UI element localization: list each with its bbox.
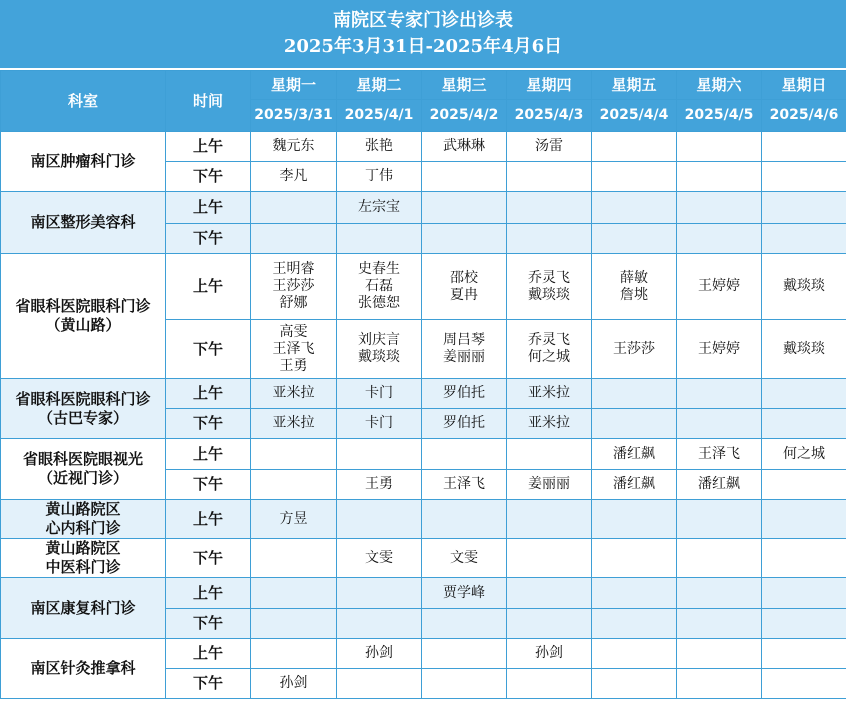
session-time: 下午 [166, 470, 251, 500]
doctor-cell [762, 470, 846, 500]
table-row [1, 500, 846, 539]
doctor-cell [592, 409, 677, 439]
doctor-cell: 高雯 王泽飞 王勇 [251, 320, 337, 379]
doctor-cell [422, 192, 507, 224]
doctor-cell [592, 192, 677, 224]
doctor-cell [422, 500, 507, 539]
doctor-cell: 亚米拉 [251, 409, 337, 439]
doctor-cell: 周吕琴 姜丽丽 [422, 320, 507, 379]
doctor-cell [251, 639, 337, 669]
doctor-cell [592, 539, 677, 578]
doctor-cell [251, 224, 337, 254]
doctor-cell: 亚米拉 [251, 379, 337, 409]
doctor-cell [422, 224, 507, 254]
table-row [1, 578, 846, 609]
header-day: 星期二 [337, 71, 422, 100]
doctor-cell [677, 409, 762, 439]
doctor-cell [337, 500, 422, 539]
doctor-cell [251, 439, 337, 470]
doctor-cell: 乔灵飞 何之城 [507, 320, 592, 379]
doctor-cell: 亚米拉 [507, 409, 592, 439]
header-date: 2025/4/4 [592, 100, 677, 132]
doctor-cell: 戴琰琰 [762, 320, 846, 379]
doctor-cell: 魏元东 [251, 132, 337, 162]
session-time: 下午 [166, 409, 251, 439]
header-time: 时间 [166, 71, 251, 132]
doctor-cell: 史春生 石磊 张德恕 [337, 254, 422, 320]
doctor-cell [762, 539, 846, 578]
department-name: 南区肿瘤科门诊 [1, 132, 166, 192]
doctor-cell [507, 192, 592, 224]
doctor-cell [507, 539, 592, 578]
doctor-cell: 薛敏 詹垗 [592, 254, 677, 320]
doctor-cell [762, 639, 846, 669]
doctor-cell: 孙剑 [507, 639, 592, 669]
doctor-cell: 王莎莎 [592, 320, 677, 379]
doctor-cell: 罗伯托 [422, 379, 507, 409]
doctor-cell [337, 578, 422, 609]
doctor-cell [507, 578, 592, 609]
department-name: 省眼科医院眼视光 （近视门诊） [1, 439, 166, 500]
doctor-cell [762, 379, 846, 409]
header-day: 星期六 [677, 71, 762, 100]
header-date: 2025/4/5 [677, 100, 762, 132]
department-name: 黄山路院区 中医科门诊 [1, 539, 166, 578]
doctor-cell: 何之城 [762, 439, 846, 470]
doctor-cell [762, 192, 846, 224]
doctor-cell [251, 192, 337, 224]
doctor-cell [677, 639, 762, 669]
doctor-cell [507, 669, 592, 699]
doctor-cell [677, 669, 762, 699]
doctor-cell [592, 609, 677, 639]
doctor-cell [592, 500, 677, 539]
department-name: 省眼科医院眼科门诊 （黄山路） [1, 254, 166, 379]
session-time: 上午 [166, 132, 251, 162]
schedule-table [0, 70, 846, 699]
doctor-cell [677, 500, 762, 539]
doctor-cell [337, 609, 422, 639]
doctor-cell: 王泽飞 [422, 470, 507, 500]
doctor-cell: 邵校 夏冉 [422, 254, 507, 320]
doctor-cell [337, 224, 422, 254]
doctor-cell: 刘庆言 戴琰琰 [337, 320, 422, 379]
header-dept: 科室 [1, 71, 166, 132]
header-date: 2025/4/3 [507, 100, 592, 132]
doctor-cell [592, 639, 677, 669]
doctor-cell: 方昱 [251, 500, 337, 539]
doctor-cell: 孙剑 [251, 669, 337, 699]
header-day: 星期一 [251, 71, 337, 100]
doctor-cell: 文雯 [422, 539, 507, 578]
doctor-cell [592, 132, 677, 162]
doctor-cell: 卡门 [337, 409, 422, 439]
table-row [1, 439, 846, 470]
department-name: 南区康复科门诊 [1, 578, 166, 639]
doctor-cell [677, 609, 762, 639]
department-name: 南区针灸推拿科 [1, 639, 166, 699]
doctor-cell [762, 132, 846, 162]
doctor-cell: 潘红飙 [677, 470, 762, 500]
session-time: 下午 [166, 609, 251, 639]
doctor-cell: 王明睿 王莎莎 舒娜 [251, 254, 337, 320]
doctor-cell [677, 539, 762, 578]
schedule-date-range: 2025年3月31日-2025年4月6日 [283, 36, 563, 57]
table-row [1, 379, 846, 409]
table-title [0, 0, 846, 70]
doctor-cell [422, 609, 507, 639]
doctor-cell [762, 578, 846, 609]
session-time: 上午 [166, 379, 251, 409]
doctor-cell: 李凡 [251, 162, 337, 192]
doctor-cell: 贾学峰 [422, 578, 507, 609]
session-time: 下午 [166, 669, 251, 699]
doctor-cell [507, 609, 592, 639]
table-row [1, 254, 846, 320]
doctor-cell [251, 609, 337, 639]
table-row [1, 539, 846, 578]
header-day: 星期四 [507, 71, 592, 100]
doctor-cell [592, 578, 677, 609]
doctor-cell [762, 409, 846, 439]
header-date: 2025/4/6 [762, 100, 846, 132]
header-date: 2025/4/2 [422, 100, 507, 132]
doctor-cell [677, 578, 762, 609]
session-time: 上午 [166, 192, 251, 224]
doctor-cell [762, 224, 846, 254]
doctor-cell [592, 162, 677, 192]
doctor-cell [677, 162, 762, 192]
doctor-cell: 王勇 [337, 470, 422, 500]
doctor-cell: 王泽飞 [677, 439, 762, 470]
session-time: 上午 [166, 439, 251, 470]
doctor-cell [677, 132, 762, 162]
schedule-body [1, 132, 846, 699]
session-time: 下午 [166, 162, 251, 192]
doctor-cell [762, 669, 846, 699]
doctor-cell [677, 192, 762, 224]
doctor-cell [762, 162, 846, 192]
session-time: 下午 [166, 320, 251, 379]
doctor-cell: 张艳 [337, 132, 422, 162]
session-time: 上午 [166, 254, 251, 320]
doctor-cell: 潘红飙 [592, 439, 677, 470]
table-row [1, 639, 846, 669]
session-time: 上午 [166, 639, 251, 669]
doctor-cell [251, 470, 337, 500]
doctor-cell [507, 224, 592, 254]
doctor-cell: 卡门 [337, 379, 422, 409]
session-time: 下午 [166, 539, 251, 578]
header-day: 星期五 [592, 71, 677, 100]
doctor-cell: 潘红飙 [592, 470, 677, 500]
doctor-cell [422, 669, 507, 699]
session-time: 上午 [166, 578, 251, 609]
doctor-cell [251, 539, 337, 578]
doctor-cell [762, 500, 846, 539]
schedule-title: 南院区专家门诊出诊表 [333, 10, 513, 31]
doctor-cell [507, 439, 592, 470]
header-day: 星期日 [762, 71, 846, 100]
doctor-cell: 戴琰琰 [762, 254, 846, 320]
doctor-cell: 姜丽丽 [507, 470, 592, 500]
table-row [1, 192, 846, 224]
doctor-cell: 武琳琳 [422, 132, 507, 162]
table-row [1, 132, 846, 162]
doctor-cell [677, 379, 762, 409]
doctor-cell [762, 609, 846, 639]
doctor-cell: 王婷婷 [677, 254, 762, 320]
doctor-cell: 王婷婷 [677, 320, 762, 379]
doctor-cell: 丁伟 [337, 162, 422, 192]
doctor-cell: 汤雷 [507, 132, 592, 162]
doctor-cell [422, 162, 507, 192]
doctor-cell [677, 224, 762, 254]
department-name: 黄山路院区 心内科门诊 [1, 500, 166, 539]
header-day: 星期三 [422, 71, 507, 100]
department-name: 省眼科医院眼科门诊 （古巴专家） [1, 379, 166, 439]
doctor-cell [337, 669, 422, 699]
doctor-cell: 罗伯托 [422, 409, 507, 439]
doctor-cell [251, 578, 337, 609]
session-time: 下午 [166, 224, 251, 254]
session-time: 上午 [166, 500, 251, 539]
doctor-cell: 文雯 [337, 539, 422, 578]
doctor-cell [592, 669, 677, 699]
doctor-cell: 亚米拉 [507, 379, 592, 409]
doctor-cell: 孙剑 [337, 639, 422, 669]
doctor-cell [422, 439, 507, 470]
doctor-cell [592, 224, 677, 254]
doctor-cell [422, 639, 507, 669]
header-date: 2025/3/31 [251, 100, 337, 132]
doctor-cell [592, 379, 677, 409]
doctor-cell: 乔灵飞 戴琰琰 [507, 254, 592, 320]
doctor-cell [507, 500, 592, 539]
doctor-cell [337, 439, 422, 470]
doctor-cell [507, 162, 592, 192]
doctor-cell: 左宗宝 [337, 192, 422, 224]
header-date: 2025/4/1 [337, 100, 422, 132]
department-name: 南区整形美容科 [1, 192, 166, 254]
